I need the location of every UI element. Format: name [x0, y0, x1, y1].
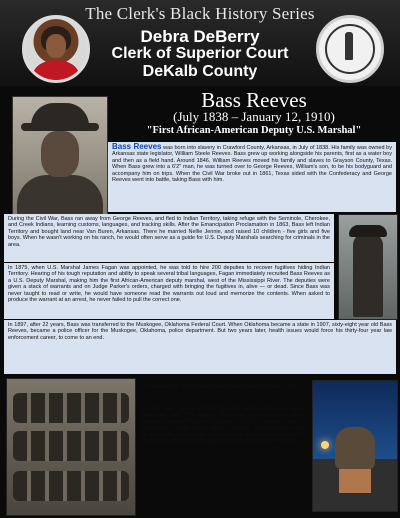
bass-reeves-portrait: [12, 96, 108, 216]
seal-figure: [345, 32, 353, 60]
portrait-face: [46, 34, 66, 58]
header-banner: [0, 0, 400, 86]
county-name: DeKalb County: [142, 63, 258, 80]
portrait-clothing: [33, 60, 79, 83]
lead-name: Bass Reeves: [112, 142, 162, 151]
photo-row: [13, 471, 129, 501]
paragraph-civil-war: During the Civil War, Bass ran away from George Reeves, and fled to Indian Territory, taking refuge with the Seminole, Cherokee, and Creek Indians, learning customs, languages, and tracking skills. After the Emancipation Proclamation in 1863, Bass left Indian Territory and bought land near Van Buren, Arkansas. There he married Nellie Jennie, and raised 10 children - five girls and five boys. When he wasn't working on his ranch, he would often serve as a guide for U.S. Deputy Marshals searching for criminals in the area.: [4, 214, 334, 262]
bass-reeves-standing-photo: [338, 214, 398, 320]
portrait-coat: [17, 175, 103, 215]
photo-row: [13, 431, 129, 461]
paragraph-later-career: In 1897, after 22 years, Bass was transferred to the Muskogee, Oklahoma Federal Court. When Oklahoma became a state in 1907, sixty-eight year old Bass Reeves, became a police officer for the Muskogee, Oklahoma, police department. But two years later, health issues would force his thirty-four year law enforcement career, to come to an end.: [4, 320, 396, 374]
subject-name: Bass Reeves: [201, 88, 307, 112]
paragraph-text: was born into slavery in Crawford County, Arkansas, in July of 1838. His family was owned by Arkansas state legislator, William Steele Reeves. Bass grew up working alongside his parents, first as a water boy and then as a field hand. Around 1846, William Reeves moved his family and slaves to Grayson County, Texas. When Bass grew into a 6'2" man, he was turned over to George Reeves, William's son, to be his bodyguard and accompany him on trips. When the Civil War broke out in 1861, Texas sided with the Confederacy and George Reeves went into battle, taking Bass with him.: [112, 145, 392, 184]
portrait-hat-brim: [21, 123, 99, 131]
court-seal-icon: [316, 15, 384, 83]
paragraph-legacy: In 2007, the U.S. Route 62 Bridge at the Arkansas River between Muskogee and Fort Gibson, Oklahoma was named the Bass Reeves Memorial Bridge in his honor. In 2012, a bronze statue of Reeves by sculptor Harold Holden, of Enid, Oklahoma, was cast at a foundry in Norman, Oklahoma. It was then moved to its permanent location at Pendergraft Park in Fort Smith, Arkansas.: [142, 406, 304, 445]
paragraph-deputy-marshal: In 1875, when U.S. Marshal James Fagan was appointed, he was told to hire 200 deputies to recover fugitives hiding Indian Territory. Hearing of his tough reputation and ability to speak several tribal languages, Fagan immediately recruited Bass Reeves as a U.S. Deputy Marshal, making him the first African-American deputy marshal, west of the Mississippi River. The deputies were given a stack of warrants and on Judge Parker's orders, charged with bringing the fugitives in, alive — or dead. Since Bass was never taught to read or write, he would have someone read the warrants out loud and memorize the contents. When asked to produce the warrant at an arrest, he never failed to pull the correct one.: [4, 263, 334, 319]
group-photo: [6, 378, 136, 516]
photo-row: [13, 393, 129, 423]
statue-figure: [335, 427, 375, 469]
subject-dates: (July 1838 – January 12, 1910): [173, 109, 335, 124]
statue-base: [339, 469, 371, 493]
clerk-name: Debra DeBerry: [140, 27, 260, 46]
paragraph-early-life: [108, 142, 396, 212]
portrait-face: [41, 131, 79, 177]
series-title: The Clerk's Black History Series: [85, 4, 315, 23]
clerk-title: Clerk of Superior Court: [111, 45, 289, 62]
lamp-light: [321, 441, 329, 449]
subject-subtitle: "First African-American Deputy U.S. Marshal": [146, 125, 362, 136]
photo-figure: [353, 233, 383, 317]
photo-hat: [349, 225, 387, 237]
paragraph-death: On January 12, 1910, Bass Reeves died. He was 72 years old.: [142, 384, 296, 390]
statue-photo: [312, 380, 398, 512]
clerk-portrait: [22, 15, 90, 83]
